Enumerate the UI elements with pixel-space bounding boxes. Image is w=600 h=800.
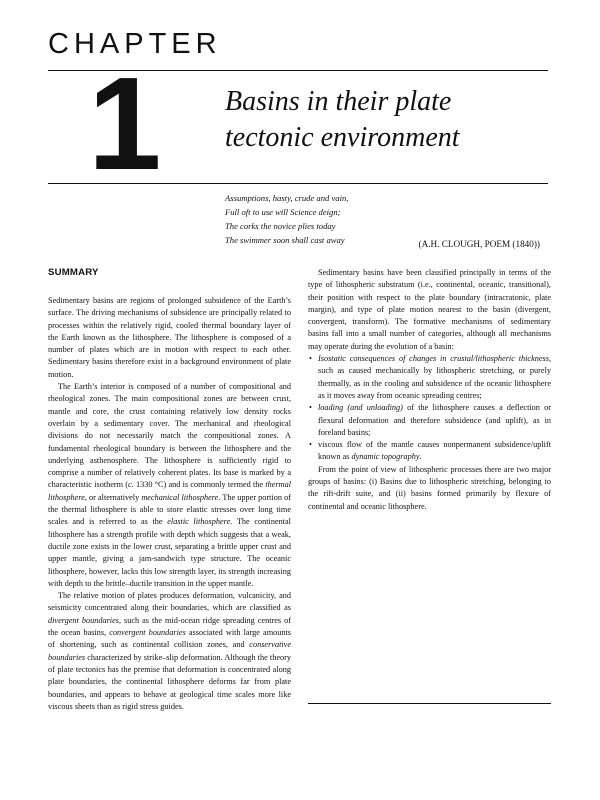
summary-heading: SUMMARY <box>48 267 99 278</box>
epigraph-line: Assumptions, hasty, crude and vain, <box>225 193 349 203</box>
paragraph: Sedimentary basins are regions of prolonged subsidence of the Earth’s surface. The driving mechanisms of subsidence are principally related to processes within the relatively rigid, cooled thermal boundary layer of the Earth known as the lithosphere. The lithosphere is composed of a number of plates which are in motion with respect to each other. Sedimentary basins therefore exist in a background environment of plate motion. <box>48 296 291 379</box>
paragraph: The relative motion of plates produces deformation, vulcanicity, and seismicity concentrated along their boundaries, which are classified as divergent boundaries, such as the mid-ocean ridge spreading centres of the ocean basins, convergent boundaries associated with large amounts of shortening, such as continental collision zones, and conservative boundaries characterized by strike–slip deformation. Although the theory of plate tectonics has the premise that deformation is concentrated along plate boundaries, the continental lithosphere deforms far from plate boundaries, and appears to behave at geological time scales more like viscous sheets than as rigid stress guides. <box>48 591 291 711</box>
chapter-title-line2: tectonic environment <box>225 122 460 153</box>
list-item: • viscous flow of the mantle causes nonpermanent subsidence/uplift known as dynamic topography. <box>318 439 551 464</box>
list-item: • loading (and unloading) of the lithosphere causes a deflection or flexural deformation and therefore subsidence (and uplift), as in foreland basins; <box>318 402 551 439</box>
chapter-title <box>225 84 555 156</box>
epigraph-line: Full oft to use will Science deign; <box>225 207 341 217</box>
chapter-label: CHAPTER <box>48 28 222 60</box>
right-column <box>308 267 551 513</box>
chapter-number: 1 <box>88 50 158 197</box>
left-column <box>48 295 291 713</box>
chapter-title-line1: Basins in their plate <box>225 86 452 117</box>
epigraph-line: The swimmer soon shall cast away <box>225 235 345 245</box>
title-rule <box>48 183 548 184</box>
paragraph: Sedimentary basins have been classified principally in terms of the type of lithospheric substratum (i.e., continental, oceanic, transitional), their position with respect to the plate boundary (intracratonic, plate margin), and type of plate motion nearest to the basin (divergent, convergent, transform). The formative mechanisms of sedimentary basins fall into a small number of categories, although all mechanisms may operate during the evolution of a basin: <box>308 268 551 351</box>
list-item: • Isostatic consequences of changes in crustal/lithospheric thickness, such as caused mechanically by lithospheric stretching, or purely thermally, as in the cooling and subsidence of the oceanic lithosphere as it moves away from oceanic spreading centres; <box>318 353 551 402</box>
bottom-rule <box>308 703 551 704</box>
paragraph: The Earth’s interior is composed of a number of compositional and rheological zones. The main compositional zones are between crust, mantle and core, the crust containing relatively low density rocks overlain by a sedimentary cover. The mechanical and rheological divisions do not necessarily match the compositional zones. A fundamental rheological boundary is between the lithosphere and the underlying asthenosphere. The lithosphere is sufficiently rigid to comprise a number of relatively coherent plates. Its base is marked by a characteristic isotherm (c. 1330 °C) and is commonly termed the thermal lithosphere, or alternatively mechanical lithosphere. The upper portion of the thermal lithosphere is able to store elastic stresses over long time scales and is referred to as the elastic lithosphere. The continental lithosphere has a strength profile with depth which suggests that a weak, ductile zone exists in the lower crust, separating a brittle upper crust and upper mantle, giving a jam-sandwich type structure. The oceanic lithosphere, however, lacks this low strength layer, its strength increasing with depth to the brittle–ductile transition in the upper mantle. <box>48 382 292 588</box>
mechanism-list <box>308 353 551 464</box>
epigraph-line: The corks the novice plies today <box>225 221 336 231</box>
paragraph: From the point of view of lithospheric processes there are two major groups of basins: (i) Basins due to lithospheric stretching, belonging to the rift-drift suite, and (ii) basins formed primarily by flexure of continental and oceanic lithosphere. <box>308 464 551 511</box>
epigraph-attribution: (A.H. CLOUGH, POEM (1840)) <box>418 239 540 249</box>
